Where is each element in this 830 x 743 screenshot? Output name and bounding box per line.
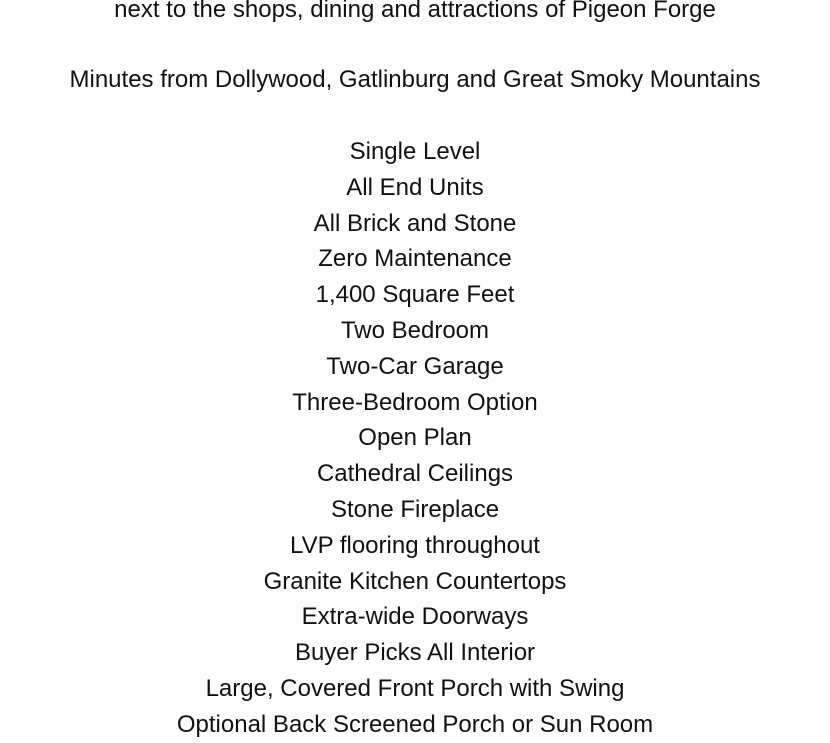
feature-item: Cathedral Ceilings [316, 460, 514, 488]
intro-nearby-line: Minutes from Dollywood, Gatlinburg and Great Smoky Mountains [69, 66, 761, 93]
feature-item: Zero Maintenance [318, 245, 512, 273]
feature-item: Optional Back Screened Porch or Sun Room [176, 710, 654, 738]
feature-list [0, 134, 830, 743]
feature-item: Large, Covered Front Porch with Swing [205, 674, 625, 702]
feature-item: LVP flooring throughout [290, 531, 540, 559]
feature-item: 1,400 Square Feet [315, 281, 515, 309]
feature-item: Three-Bedroom Option [292, 388, 538, 416]
intro-location-line: next to the shops, dining and attractions of Pigeon Forge [114, 0, 716, 23]
feature-item: All Brick and Stone [313, 209, 517, 237]
feature-item: Stone Fireplace [330, 495, 500, 523]
feature-item: Granite Kitchen Countertops [263, 567, 567, 595]
feature-item: Two-Car Garage [326, 352, 504, 380]
feature-item: Two Bedroom [340, 316, 490, 344]
feature-item: Buyer Picks All Interior [294, 639, 536, 667]
feature-item: Open Plan [358, 424, 472, 452]
feature-item: All End Units [346, 173, 484, 201]
feature-item: Single Level [349, 138, 481, 165]
feature-item: Extra-wide Doorways [301, 603, 529, 631]
